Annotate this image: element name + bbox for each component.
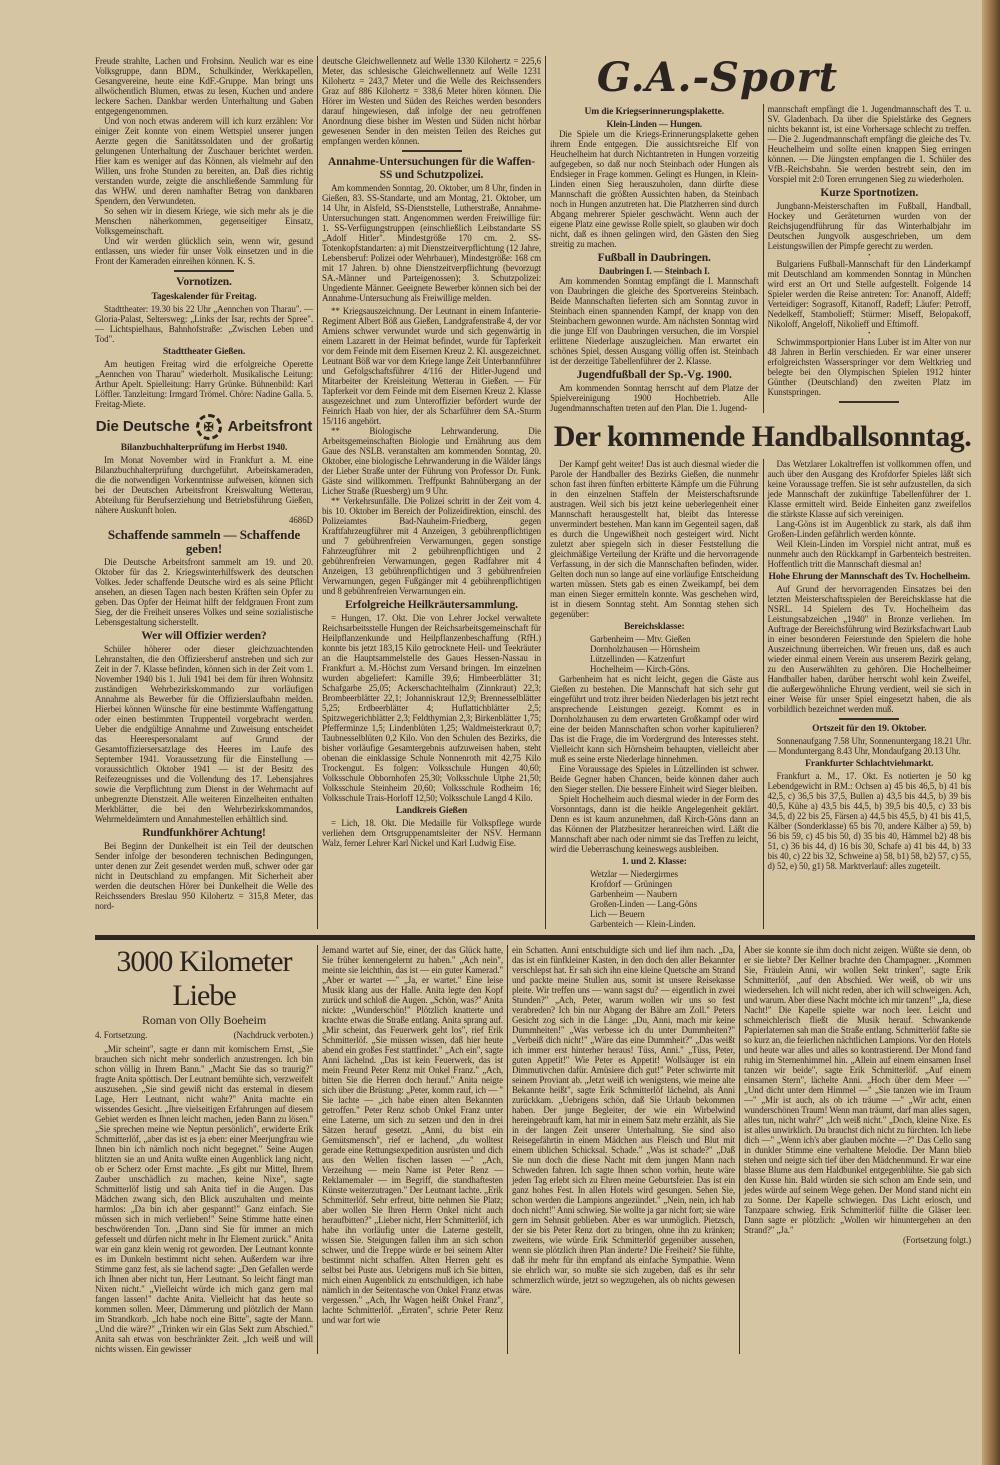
sport-column-right [763, 104, 976, 413]
article-text: Schwimmsportpionier Hans Luber ist im Alter von nur 48 Jahren in Berlin verschieden. Er war einer unserer erfolgreichsten Wasserspringer vor dem Weltkrieg und belegte bei den Olympischen Spielen 1912 hinter Günther (Deutschland) den zweiten Platz im Kunstspringen. [767, 337, 971, 397]
article-text: = Lich, 18. Okt. Die Medaille für Volkspflege wurde verliehen dem Ortsgruppenamtsleiter der NSV. Hermann Walz, ferner Lehrer Karl Nickel und Karl Ludwig Eise. [322, 818, 541, 848]
sport-column-left [550, 104, 763, 413]
novel-title: 3000 Kilometer Liebe [116, 945, 292, 1012]
column-regional-news [317, 56, 545, 929]
article-text: Eine Voraussage des Spieles in Lützellinden ist schwer. Beide Gegner haben Chancen, beide können daher auch den Sieger stellen. Die bessere Einheit wird Sieger bleiben. [550, 764, 759, 794]
article-text: Am kommenden Sonntag empfängt die I. Mannschaft von Daubringen die gleiche des Sportvereins Steinbach. Beide Mannschaften lieferten sich am Sonntag zuvor in Steinbach einen spannenden Kampf, der knapp von den Steinbachern gewonnen wurde. Am nächsten Sonntag wird die junge Elf von Daubringen versuchen, die im Vorspiel erlittene Niederlage auszugleichen. Man erwartet ein schönes Spiel, dessen Ausgang völlig offen ist. Steinbach ist der derzeitige Tabellenführer der 2. Klasse. [550, 276, 759, 366]
heading-bereichsklasse: Bereichsklasse: [623, 622, 685, 632]
article-text: Weil Klein-Linden im Vorspiel nicht antrat, muß es nunmehr auch den Rückkampf in Garbenteich bestreiten. Hoffentlich tritt die Mannschaft diesmal an! [767, 539, 971, 569]
heading-annahme: Annahme-Untersuchungen für die Waffen-SS und Schutzpolizei. [328, 156, 535, 181]
sport-section [545, 56, 975, 929]
novel-section [95, 945, 975, 1354]
fixture: Garbenteich — Klein-Linden. [590, 919, 696, 929]
novel-column-1 [95, 945, 317, 1354]
divider [839, 401, 899, 403]
article-text: Schüler höherer oder dieser gleichzuachtenden Lehranstalten, die den Offiziersberuf anstreben und sich zur Zeit in der 7. Klasse befinden, können sich in der Zeit vom 1. November 1940 bis 1. Juli 1941 bei dem für ihren Wohnsitz zuständigen Wehrbezirkskommando zur vorläufigen Annahme als Bewerber für die Offizierslaufbahn melden. Hierbei können Wünsche für eine bestimmte Waffengattung oder einen bestimmten Truppenteil vorgebracht werden. Ueber die endgültige Annahme und Zuweisung entscheidet das Heerespersonalamt auf Grund der Gesamtoffiziersersatzlage des Heeres im Laufe des September 1941. Voraussetzung für die Einstellung — voraussichtlich Oktober 1941 — ist der Besitz des Reifezeugnisses und die Vollendung des 17. Lebensjahres sowie die Verpflichtung zum Dienst in der Wehrmacht auf unbegrenzte Dienstzeit. Alle weiteren Einzelheiten enthalten Merkblätter, die bei den Wehrbezirkskommandos, Wehrmeldeämtern und Annahmestellen erhältlich sind. [95, 644, 313, 824]
article-text: Stadttheater: 19.30 bis 22 Uhr „Aennchen von Tharau". — Gloria-Palast, Seltersweg: „Links der Isar, rechts der Spree". — Lichtspielhaus, Bahnhofstraße: „Zwischen Leben und Tod". [95, 304, 313, 344]
article-text: ** Biologische Lehrwanderung. Die Arbeitsgemeinschaften Biologie und Ernährung aus dem Gaue des NSLB. veranstalten am kommenden Sonntag, 20. Oktober, eine biologische Lehrwanderung in die Wälder längs der Lieber Straße unter der Führung von Professor Dr. Funk. Gäste sind willkommen. Treffpunkt Bahnübergang an der Licher Straße (Ruesberg) um 9 Uhr. [322, 426, 541, 496]
article-text: deutsche Gleichwellennetz auf Welle 1330 Kilohertz = 225,6 Meter, das schlesische Gleichwellennetz auf Welle 1231 Kilohertz = 243,7 Meter und die Welle des Reichssenders Graz auf 886 Kilohertz = 338,6 Meter hören können. Die Hörer im Westen und Süden des Reiches werden besonders darauf hingewiesen, daß infolge der neu getroffenen Anordnung diese bisher im Westen und Süden nicht hörbar gewesenen Sender in den meisten Teilen des Reiches gut empfangen werden können. [322, 56, 541, 146]
heading-rundfunk: Rundfunkhörer Achtung! [142, 827, 266, 839]
fixture: Garbenheim — Mtv. Gießen [590, 634, 691, 644]
column-local-news [95, 56, 317, 929]
ad-code: 4686D [289, 515, 313, 525]
fixture: Krofdorf — Grüningen [590, 879, 672, 889]
article-text: Sonnenaufgang 7.58 Uhr, Sonnenuntergang 18.21 Uhr. — Monduntergang 8.43 Uhr, Mondaufgang 20.13 Uhr. [767, 736, 971, 756]
heading-plakette: Um die Kriegserinnerungsplakette. [584, 107, 724, 117]
cogwheel-emblem-icon: ✠ [196, 414, 222, 440]
article-text: Am kommenden Sonntag, 20. Oktober, um 8 Uhr, finden in Gießen, 83. SS-Standarte, und am Montag, 21. Oktober, um 14 Uhr, in Alsfeld, SS-Dienststelle, Lutherstraße, Annahme-Untersuchungen statt. Angenommen werden Freiwillige für: 1. SS-Verfügungstruppen (einschließlich Leibstandarte SS „Adolf Hitler". Mindestgröße 170 cm. 2. SS-Totenkopfstandarten: a) mit Dienstzeitverpflichtung (12 Jahre, Lebensberuf: Polizei oder Wehrbauer), Mindestgröße: 168 cm mit 17 Jahren. b) ohne Dienstzeitverpflichtung (bevorzugt SA.-Männer und Parteigenossen); 3. Schutzpolizei: Ungediente Männer. Geeignete Bewerber können sich bei der Annahme-Untersuchung als Freiwillige melden. [322, 183, 541, 303]
heading-tageskalender: Tageskalender für Freitag. [151, 292, 257, 302]
heading-schaffende: Schaffende sammeln — Schaffende geben! [107, 527, 301, 556]
installment-label: 4. Fortsetzung. [95, 1030, 148, 1040]
heading-heilkraeuter: Erfolgreiche Heilkräutersammlung. [345, 599, 518, 611]
heading-daubringen: Fußball in Daubringen. [597, 252, 711, 264]
daf-title-left: Die Deutsche [95, 418, 190, 435]
divider [839, 718, 899, 720]
article-text: Die Spiele um die Kriegs-Erinnerungsplakette gehen ihrem Ende entgegen. Die aussichtsreiche Elf von Heuchelheim hat durch Nichtantreten in Hungen vorzeitig aufgegeben, so daß nur noch Steinbach oder Hungen als Endsieger in Frage kommen. Gelingt es Hungen, in Klein-Linden einen Sieg herauszuholen, dann dürfte diese Mannschaft die größten Aussichten haben, da Steinbach noch in Hungen anzutreten hat. Die Platzherren sind durch Abgang mehrerer Spieler geschwächt. Wenn auch der eigene Platz eine gewisse Rolle spielt, so glauben wir doch nicht, daß es ihnen gelingen wird, den Gästen den Sieg streitig zu machen. [550, 129, 759, 249]
subheading-plakette: Klein-Linden — Hungen. [606, 119, 703, 129]
article-text: Der Kampf geht weiter! Das ist auch diesmal wieder die Parole der Handballer des Bezirks Gießen, die nunmehr schon fast ihren fünften erbitterte Kämpfe um die Führung in den einzelnen Staffeln der Meisterschaftsrunde austragen. Weil sich bis jetzt keine ueberlegenheit einer Mannschaft herausgestellt hat, bleibt das Interesse unvermindert bestehen. Man kann im Gegenteil sagen, daß es durch die Ungewißheit noch gesteigert wird. Nicht zuletzt aber spiegeln sich in dieser Feststellung die gleichmäßige Verteilung der Kräfte und die hervorragende Verfassung, in der sich die Mannschaften befinden, wider. Gelten doch nun so lange auf eine vorläufige Entscheidung warten müssen. Stets gab es einen Zweikampf, bei dem man einen Sieger ermitteln konnte. Was geschehen wird, ist in diesem Sonntag steht. Am Sonntag stehen sich gegenüber: [550, 459, 759, 619]
divider [402, 150, 462, 152]
article-text: So sehen wir in diesem Kriege, wie sich mehr als je die Menschen näherkommen, gegenseitiger Einsatz, Volksgemeinschaft. [95, 206, 313, 236]
article-text: Auf Grund der hervorragenden Einsatzes bei den letzten Meisterschaftsspielen der Bereichsklasse hat die NSRL. 14 Spielern des Tv. Hochelheim das Leistungsabzeichen „1940" in Bronze verliehen. Im Auftrage der Bereichsführung wird Bezirksfachwart Laub in einer besonderen Feierstunde den Spielern die hohe Auszeichnung überreichen. Wir freuen uns, daß es auch wieder einmal einem Verein aus unserem Bezirk gelang, zu den Auserwählten zu gehören. Die Hochelheimer Handballer haben, darüber herrscht wohl kein Zweifel, die außergewöhnliche Ehrung verdient, weil sie sich in einer Weise für unser Spiel eingesetzt haben, die als vorbildlich bezeichnet werden muß. [767, 584, 971, 714]
novel-column-4 [739, 945, 975, 1354]
novel-column-3 [507, 945, 739, 1354]
article-text: ** Kriegsauszeichnung. Der Leutnant in einem Infanterie-Regiment Albert Böß aus Gießen, Landgrafenstraße 4, der vor Amiens schwer verwundet wurde und sich gegenwärtig in einem Lazarett in der Heimat befindet, wurde für Tapferkeit vor dem Feinde mit dem Eisernen Kreuz 2. Kl. ausgezeichnet. Leutnant Böß war vor dem Kriege lange Zeit Unterbannführer und Gefolgschaftsführer 4/116 der Hitler-Jugend und Mitarbeiter der Kreisleitung Wetterau in Gießen. — Für Tapferkeit vor dem Feinde mit dem Eisernen Kreuz 2. Klasse ausgezeichnet und zum Unteroffizier befördert wurde der Feinrich Haab von hier, der als Scharführer dem SA.-Sturm 15/116 angehört. [322, 306, 541, 426]
article-text: Das Wetzlarer Lokaltreffen ist vollkommen offen, und auch über den Ausgang des Krofdorfer Spieles läßt sich keine Voraussage treffen. Sie ist sehr aufzustellen, da sich jede Mannschaft der zukünftige Tabellenführer der 1. Klasse ermittelt wird. Beide Einheiten ganz zweifellos die stärkste Klasse auf sich vereinigen. [767, 459, 971, 519]
article-text: ** Verkehrsunfälle. Die Polizei schritt in der Zeit vom 4. bis 10. Oktober im Bereich der Polizeidirektion, einschl. des Polizeiamtes Bad-Nauheim-Friedberg, gegen Kraftfahrzeugführer mit 4 Anzeigen, 3 gebührenpflichtigen und 7 gebührenfreien Verwarnungen, gegen sonstige Fahrzeugführer mit 2 gebührenpflichtigen und 2 gebührenfreien Verwarnungen, gegen Radfahrer mit 4 Anzeigen, 13 gebührenpflichtigen und 3 gebührenfreien Verwarnungen, gegen Fußgänger mit 4 gebührenpflichtigen und 8 gebührenfreien Verwarnungen ein. [322, 496, 541, 596]
section-rule [95, 935, 975, 940]
heading-schlachtviehmarkt: Frankfurter Schlachtviehmarkt. [805, 759, 934, 769]
article-text: Am kommenden Sonntag herrscht auf dem Platze der Spielvereinigung 1900 Hochbetrieb. Alle Jugendmannschaften treten auf den Plan. Die 1. Jugend- [550, 383, 759, 413]
novel-text: „Mir scheint", sagte er dann mit komischem Ernst, „Sie brauchen sich nicht mehr sonderlich anzustrengen. Ich bin schon völlig in Ihrem Bann." „Macht Sie das so traurig?" fragte Anita spöttisch. Der Leutnant bemühte sich, verzweifelt auszusehen. „Sie sind gewiß nicht das erstemal in diesem Lage, Herr Leutnant, nicht wahr?" Anita machte ein wissendes Gesicht. „Ihre vielseitigen Erfahrungen auf diesem Gebiet werden es Ihnen leicht machen, jeden Bann zu lösen." „Sie sprechen meine wie Neptun persönlich", erwiderte Erik Schmitterlöf, „aber das ist es ja eben: einer Meerjungfrau wie Ihnen bin ich nämlich noch nicht begegnet." Seine Augen blitzten sie an und Anita wußte einen Augenblick lang nicht, ob er Scherz oder Ernst machte. „Es gibt nur Mittel, Ihrem Zauber unschädlich zu machen, keine Nixe", sagte Schmitterlöf listig und sah Anita tief in die Augen. Das Mädchen zwang sich, den Blick auszuhalten und meinte harmlos: „Da bin ich aber gespannt!" Ganz einfach. Sie müssen sich in mich verlieben!" Seine Stimme hatte einen beschwörenden Ton. „Dann sind Sie für immer an mich gefesselt und dürfen nicht mehr in Ihr Element zurück." Anita war ein ganz klein wenig rot geworden. Der Leutnant konnte es im Dunkeln bestimmt nicht sehen. Außerdem war ihre Stimme ganz fest, als sie lachend sagte: „Den Gefallen werde ich Ihnen aber nicht tun, Herr Leutnant. So leicht fängt man Nixen nicht." „Vielleicht würde ich mich ganz gern mal fangen lassen!" dachte Anita. Vielleicht hat das heute so kommen sollen. Meer, Dämmerung und plötzlich der Mann im Strandkorb. „Ich habe noch eine Bitte", sagte der Mann. „Und die wäre?" „Trinken wir ein Glas Sekt zum Abschied." Anita sah etwas von beschränkter Zeit. „Ich weiß und will nichts wissen. Ein gewisser [95, 1044, 313, 1354]
fixture: Dornholzhausen — Hörnsheim [590, 644, 700, 654]
handball-columns [550, 459, 975, 929]
heading-ehrung: Hohe Ehrung der Mannschaft des Tv. Hochelheim. [768, 572, 970, 582]
reprint-notice: (Nachdruck verboten.) [233, 1030, 313, 1040]
article-text: Jungbann-Meisterschaften im Fußball, Handball, Hockey und Geräteturnen wurden von der Reichsjugendführung für das Winterhalbjahr im Deutschen Jungvolk ausgeschrieben, um dem Leistungswillen der Pimpfe gerecht zu werden. [767, 201, 971, 251]
fixture: Lützellinden — Katzenfurt [590, 654, 685, 664]
heading-vornotizen: Vornotizen. [176, 276, 232, 288]
fixture: Lich — Beuern [590, 909, 645, 919]
article-text: Die Deutsche Arbeitsfront sammelt am 19. und 20. Oktober für das 2. Kriegswinterhilfswerk des deutschen Volkes. Jeder schaffende Deutsche wird es als seine Pflicht ansehen, an diesen Tagen nach besten Kräften sein Opfer zu geben. Das Opfer der Heimat hilft der feldgrauen Front zum Sieg, der die Freiheit unseres Volkes und seine sozialistische Lebensgestaltung sicherstellt. [95, 557, 313, 627]
article-text: Spielt Hochelheim auch diesmal wieder in der Form des Vorsonntags, dann ist die heikle Angelegenheit geklärt. Denn es ist kaum anzunehmen, daß Kirch-Göns dann an das Können der Platzbesitzer heranreichen wird. Läßt die Mannschaft aber nach oder nimmt sie das Treffen zu leicht, wird die Ueberraschung keineswegs ausbleiben. [550, 794, 759, 854]
heading-offizier: Wer will Offizier werden? [141, 630, 267, 642]
heading-ortszeit: Ortszeit für den 19. Oktober. [812, 724, 927, 734]
article-text: = Hungen, 17. Okt. Die von Lehrer Jockel verwaltete Reichsarbeitsstelle Hungen der Reichsarbeitsgemeinschaft für Heilpflanzenkunde und Heilpflanzenbeschaffung (RfH.) konnte bis jetzt 183,15 Kilo getrocknete Heil- und Teekräuter an die Hauptsammelstelle des Gaues Hessen-Nassau in Frankfurt a. M.-Höchst zum Versand bringen. Im einzelnen wurden abgeliefert: Kamille 39,6; Himbeerblätter 31; Schafgarbe 25,05; Ackerschachtelhalm (Zinnkraut) 22,3; Brombeerblätter 22,1; Johanniskraut 12,9; Brennesselblätter 5,25; Erdbeerblätter 4; Huflattichblätter 2,5; Spitzwegerichblätter 2,3; Feldthymian 2,3; Birkenblätter 1,75; Pfefferminze 1,5; Lindenblüten 1,25; Waldmeisterkraut 0,7; Taubnesselblüten 0,2 Kilo. Von den Schulen des Bezirks, die bisher vorläufige Gesamtergebnis aufzuweisen haben, steht obenan die einklassige Schule Nonnenroth mit 42,75 Kilo Trockengut. Es folgen: Volksschule Hungen 40,60; Volksschule Obbornhofen 25,30; Volksschule Utphe 21,50; Volksschule Steinheim 20,60; Volksschule Rodheim 16; Volksschule Trais-Horloff 12,50; Volksschule Langd 4 Kilo. [322, 613, 541, 803]
daf-banner [95, 414, 313, 440]
heading-stadttheater: Stadttheater Gießen. [162, 347, 246, 357]
novel-meta [95, 1030, 313, 1040]
handball-column-left [550, 459, 763, 929]
sport-columns [550, 104, 975, 413]
novel-text: ein Schatten. Anni entschuldigte sich und lief ihm nach. „Da, das ist ein fünfkleiner Kasten, in den doch den aller Bekannter verschlepst hat. Er sah sich ihn eine kleine Quetsche am Strand und packte meine Stullen aus, somit ist unsere Reisekasse pleite. Wir treffen uns — wann sagst du? — eigentlich in zwei Stunden?" „Ach, Peter, warum wollen wir uns so fest verabreden? Ich bin nur Abgang der Bähre am Zoll." Peters Gesicht zog sich in die Länge: „Du, Anni, mach mir keine Dummheiten!" „Was verbesse ich du unter Dummheiten?" „Verbeiß dich nicht!" „Wäre das eine Dummheit?" „Das weißt ich immer erst hinterher heraus! Tüss, Anni." „Tüss, Peter, guten Appetit!" Wie Peter es Appetit! Wollsäuger ist ein Dimmutivchen dafür. Amüsiere dich gut!" Peter schwirrte mit seinem Proviant ab. „Jetzt weiß ich wenigstens, wie meine alte Bekannte heißt", sagte Erik Schmitterlöf lächelnd, als Anni zurückkam. „Uebrigens schön, daß Sie Urlaub bekommen haben. Der junge Begleiter, der wie ein Wirbelwind hereingebrauft kam, hat mir in einem Satz mehr erzählt, als Sie in der langen Zeit unserer Unterhaltung. Sie sind also Reisegefährtin in einem Mädchen aus Fleisch und Blut mit einem üblichen Schicksal. Schade." „Was ist schade?" „Daß Sie nun doch die diese Nacht mit dem jungen Mann nach Schweden fahren. Ich sagte Ihnen schon vorhin, heute wäre jeden Tag erlebt sich zu Ehren meine Geburtsfeier. Das ist ein ganz hohes Fest. In allen Hotels wird gesungen. Sehen Sie, schon werden die Lampions angezündet." „Nein, nein, ich hab doch nicht!" Anni schwieg. Sie wollte ja gar nicht fort; sie wäre gern im Sehnsit geblieben. Aber es war unmöglich. Pietzsch, der sie bis Peter Renz dort zu bringen, ohne ihn zu kränken; zweitens, wie würde Erik Schmitterlöf gegenüber aussehen, wenn sie plötzlich ihren Plan änderte? Die Freiheit? Sie fühlte, daß ihr mehr für ihn empfand als einfache Sympathie. Wenn sie ehrlich war, so mußte sie sich zugeben, daß es ihr sehr schmerzlich würde, jetzt so wegzugehen, als ob nichts gewesen wäre. [512, 945, 735, 1295]
fixture: Garbenheim — Naubern [590, 889, 677, 899]
article-text: Freude strahlte, Lachen und Frohsinn. Neulich war es eine Volksgruppe, dann BDM., Schulkinder, Werkkapellen, Gesangvereine, heute eine KdF.-Gruppe. Man bringt uns allwöchentlich Blumen, etwas zu lesen, Kuchen und andere leckere Sachen. Dankbar werden Unterhaltung und Gaben entgegengenommen. [95, 56, 313, 116]
heading-kurze-sportnotizen: Kurze Sportnotizen. [820, 187, 919, 199]
heading-bilanz: Bilanzbuchhalterprüfung im Herbst 1940. [120, 443, 288, 453]
subheading-daubringen: Daubringen I. — Steinbach I. [598, 266, 710, 276]
to-be-continued: (Fortsetzung folgt.) [903, 1235, 971, 1245]
article-text: Am heutigen Freitag wird die erfolgreiche Operette „Aennchen von Tharau" wiederholt. Musikalische Leitung: Arthur Apelt. Spielleitung: Harry Grünke. Bühnenbild: Karl Löffler. Tanzleitung: Irmgard Trömel. Chöre: Nadine Galla. 5. Freitag-Miete. [95, 359, 313, 409]
article-text: Bulgariens Fußball-Mannschaft für den Länderkampf mit Deutschland am kommenden Sonntag in München wird erst an Ort und Stelle aufgestellt. Folgende 14 Spieler werden die Reise antreten: Tor: Ananoff, Aldeff; Verteidiger: Sograsoff, Kitanoff, Radeff; Läufer: Petroff, Nedelkeff, Stambolieff; Stürmer: Miseff, Belopakoff, Nikoloff, Angeloff, Nikolieff und Eftimoff. [767, 259, 971, 329]
fixture: Hochelheim — Kirch-Göns. [590, 664, 690, 674]
fixture: Wetzlar — Niedergirmes [590, 869, 678, 879]
divider [174, 270, 234, 272]
novel-column-2 [317, 945, 507, 1354]
separator-dot: · [867, 328, 871, 338]
article-text: Bei Beginn der Dunkelheit ist ein Teil der deutschen Sender infolge der besonderen technischen Bedingungen, unter denen zur Zeit gesendet werden muß, schwer oder gar nicht in Deutschland zu empfangen. Mit Sicherheit aber werden die deutschen Hörer bei Dunkelheit die Welle des Reichssenders Breslau 950 Kilohertz = 315,8 Meter, das nord- [95, 841, 313, 911]
sport-section-title: G.A.-Sport [596, 54, 839, 101]
novel-text: Jemand wartet auf Sie, einer, der das Glück hatte, Sie früher kennengelernt zu haben." „Ach nein", meinte sie leichthin, das ist — ein guter Kamerad." „Aber er wartet —" „Ja, er wartet." Eine leise Musik klang aus der Halle. Anita legte den Kopf zurück und schloß die Augen. „Schön, was?" Anita nickte: „Wunderschön!" Plötzlich knatterte und krachte etwas die Straße entlang. Anita sprang auf. „Mir scheint, das Feuerwerk geht los", rief Erik Schmitterlöf. „Sie müssen wissen, daß hier heute abend ein großes Fest stattfindet." „Ach ein", sagte Anni lächelnd. „Das ist kein Feuerwerk, das ist mein Freund Peter Renz mit Onkel Franz." „Ach, bitten Sie die Herren doch herauf." Anita neigte sich über die Brüstung: „Peter, komm rauf, ich — " Sie lachte — „ich habe einen alten Bekannten getroffen." Peter Renz schob Onkel Franz unter eine Laterne, um sich zu setzen und den in drei Sätzen herauf gesetzt. „Anni, du bist ein Gemütsmensch", rief er lachend, „du wolltest gerade eine Rettungsexpedition ausrüsten und dich aus den Wellen fischen lassen —" „Ach, Verzeihung — mein Name ist Peter Renz — Reklamemaler — im Begriff, die standhaftesten Künste weiterzutragen." Der Leutnant lachte. „Erik Schmitterlöf. Sehr erfreut, bitte nehmen Sie Platz; aber wollen Sie Ihren Herrn Onkel nicht auch heraufbitten?" „Lieber nicht, Herr Schmitterlöf, ich habe ihn vorläufig unter die Laterne gestellt, wissen Sie. Steigungen fallen ihm an sich schon schwer, und die Treppe würde er bei seinem Alter bestimmt nicht schaffen. Alten Herren geht es selbst bei Puste aus. Uebrigens muß ich Sie bitten, mich einen Augenblick zu entschuldigen, ich habe nämlich in der Seitentasche von Onkel Franz etwas vergessen." „Ach, Ihr Wagen heißt Onkel Franz", lachte Schmitterlöf. „Erraten", schrie Peter Renz und war fort wie [322, 945, 503, 1325]
upper-section [95, 56, 975, 929]
heading-landkreis: Landkreis Gießen [395, 806, 468, 816]
article-text: Im Monat November wird in Frankfurt a. M. eine Bilanzbuchhalterprüfung durchgeführt. Arbeitskameraden, die die notwendigen Vorkenntnisse aufweisen, können sich bei der Deutschen Arbeitsfront Kreiswaltung Wetterau, Abteilung für Berufserziehung und Betriebsführung Gießen, nähere Auskunft holen. [95, 455, 313, 515]
article-text: Und von noch etwas anderem will ich kurz erzählen: Vor einiger Zeit konnte von einem Wettspiel unserer jungen Aerzte gegen die Sanitätssoldaten und der großartig gelungenen Unterhaltung der Zuschauer berichtet werden. Hier kam es weniger auf das Können, als vielmehr auf den Willen, uns frohe Stunden zu bereiten, an. Daß dies richtig verstanden wurde, zeigte die anschließende Sammlung für das WHW. und deren namhafter Betrag von dankbaren Spendern, den Verwundeten. [95, 116, 313, 206]
novel-author: Roman von Olly Boeheim [141, 1013, 267, 1027]
handball-headline: Der kommende Handballsonntag. [553, 420, 972, 453]
handball-column-right [763, 459, 976, 929]
daf-title-right: Arbeitsfront [227, 418, 313, 435]
page-edge [982, 0, 1000, 1465]
separator-dot: · [867, 250, 871, 260]
novel-text: Aber sie konnte sie ihm doch nicht zeigen. Wüßte sie denn, ob er sie liebte? Der Kellner brachte den Champagner. „Kommen Sie, Fräulein Anni, wir wollen Sekt trinken", sagte Erik Schmitterlöf, „auf den Abschied. Wer weiß, ob wir uns wiedersehen. Ich will nicht reden, aber ich will schweigen. Ach, und warum. Aber diese Nacht möchte ich mir tanzen!" „Ja, diese Nacht!" Die Kapelle spielte war noch leer. Leicht und schmeichlerisch fließt die Musik herauf. Schwankende Papierlaternen sah man die Straße entlang. Schmitterlöf faßte sie so kurz an, die feierlichen nächtlichen Lampions. Vor den Hotels und heute war alles und alles so kontrastierend. Der Mond fand ruhig im Sternenhimmel hin. „Allein auf einem einsamen Insel tanzen wir beide", sagte Erik Schmitterlöf. „Auf einem einsamen Stern", lächelte Anni. „Hoch über dem Meer —" „Und dicht unter dem Himmel —" „Sie tanzen wie im Traum —" „Mir ist auch, als ob ich träume —" „Wir acht, einen wunderschönen Traum! Wenn man träumt, darf man alles sagen, alles tun, nicht wahr?" „Ich weiß nicht." „Doch, kleine Nixe. Es ist alles unwirklich. Du brauchst dich nicht zu fürchten. Ich liebe dich —" „Wenn ich's aber glauben möchte —?" Das Cello sang in dunkler Stimme eine verhaltene Melodie. Der Mann blieb stehen und neigte sich tief über den Mädchenmund. Er war eine blasse Blume aus dem Haldbunkel entgegenblühte. Sie gab sich den Kusse hin. Bald würden sie sich schon am Ende sein, und jedes würde auf seinem Wege gehen. Der Mond stand nicht ein zu Sonne. Der Kapelle schwiegen. Das Licht erlosch, und Tanzpaare schwieg. Erik Schmitterlöf füllte die Gläser leer. Dann sagte er plötzlich: „Wollen wir hinuntergehen an den Strand?" „Ja." [744, 945, 971, 1235]
article-text: Lang-Göns ist im Augenblick zu stark, als daß ihm Großen-Linden gefährlich werden könnte. [767, 519, 971, 539]
fixture: Großen-Linden — Lang-Göns [590, 899, 697, 909]
article-text: mannschaft empfängt die 1. Jugendmannschaft des T. u. SV. Gladenbach. Da über die Spielstärke des Gegners nichts bekannt ist, ist eine Vorhersage schlecht zu treffen. — Die 2. Jugendmannschaft empfängt die gleiche des Tv. Heuchelheim und sollte einen knappen Sieg erringen können. — Die Jüngsten empfangen die 1. Schüler des VfB.-Reichsbahn. Sie werden bestrebt sein, den im Vorspiel mit 2:0 Toren errungenen Sieg zu wiederholen. [767, 104, 971, 184]
article-text: Garbenheim hat es nicht leicht, gegen die Gäste aus Gießen zu bestehen. Die Mannschaft hat sich sehr gut eingeführt und trotz ihrer beiden Niederlagen bis jetzt recht ansprechende Leistungen gezeigt. Kommt es in Dornholzhausen zu dem erwarteten Großkampf oder wird eine der beiden Mannschaften schon vorher kapitulieren? Das ist die Frage, die im Vordergrund des Interesses steht. Vielleicht kann sich Hörnsheim behaupten, vielleicht aber muß es seine erste Niederlage hinnehmen. [550, 674, 759, 764]
article-text: Und wir werden glücklich sein, wenn wir, gesund entlassen, uns wieder für unser Volk einsetzen und in die Front der Kameraden einreihen können. K. S. [95, 236, 313, 266]
heading-klasse-1-2: 1. und 2. Klasse: [621, 857, 687, 867]
article-text: Frankfurt a. M., 17. Okt. Es notierten je 50 kg Lebendgewicht in RM.: Ochsen a) 45 bis 46,5, b) 41 bis 42,5, c) 36,5 bis 37,5, Bullen a) 43,5 bis 44,5, b) 39 bis 40,5, Kühe a) 43,5 bis 44,5, b) 39,5 bis 40,5, c) 33 bis 34,5, d) 22 bis 25, Färsen a) 44,5 bis 45,5, b) 41 bis 41,5, Kälber (Sonderklasse) 65 bis 70, andere Kälber a) 59, b) 56 bis 59, c) 45 bis 50, d) 35 bis 40, Hämmel b2) 48 bis 51, c) 36 bis 44, d) 16 bis 30, Schafe a) 41 bis 44, b) 33 bis 40, c) 22 bis 32, Schweine a) 58, b1) 58, b2) 57, c) 55, d) 52, e) 50, g1) 58. Marktverlauf: alles zugeteilt. [767, 771, 971, 871]
heading-jugendfussball: Jugendfußball der Sp.-Vg. 1900. [576, 369, 732, 381]
